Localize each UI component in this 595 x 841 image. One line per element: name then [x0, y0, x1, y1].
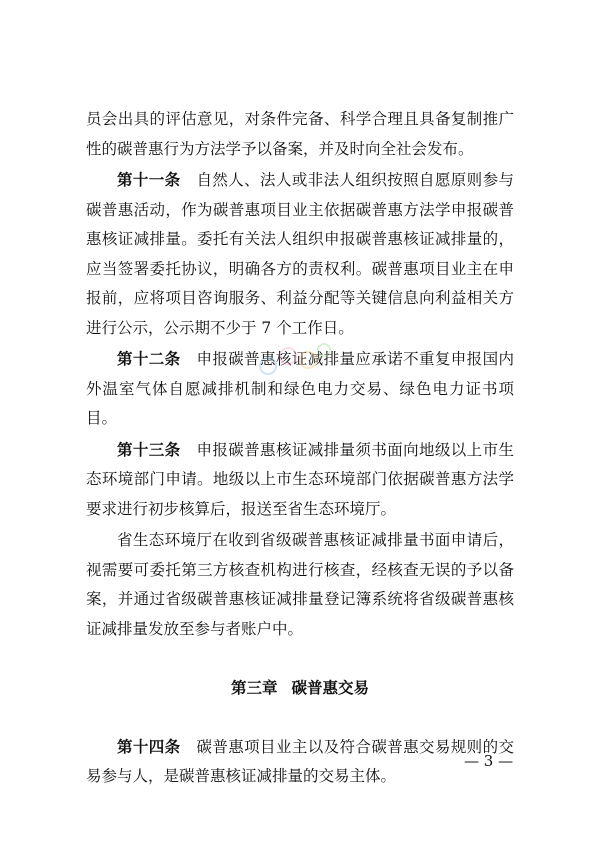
- article-label: 第十一条: [117, 171, 181, 189]
- article-11: [86, 166, 514, 343]
- paragraph-text: 省生态环境厅在收到省级碳普惠核证减排量书面申请后，视需要可委托第三方核查机构进行核查，经核查无误的予以备案，并通过省级碳普惠核证减排量登记簿系统将省级碳普惠核证减排量发放至参与者账户中。: [86, 531, 514, 638]
- page-number: — 3 —: [464, 752, 514, 770]
- paragraph-text: 员会出具的评估意见，对条件完备、科学合理且具备复制推广性的碳普惠行为方法学予以备案，并及时向全社会发布。: [86, 110, 514, 158]
- document-body: [86, 105, 514, 792]
- article-text: 自然人、法人或非法人组织按照自愿原则参与碳普惠活动，作为碳普惠项目业主依据碳普惠方法学申报碳普惠核证减排量。委托有关法人组织申报碳普惠核证减排量的，应当签署委托协议，明确各方的责权利。碳普惠项目业主在申报前，应将项目咨询服务、利益分配等关键信息向利益相关方进行公示，公示期不少于 7 个工作日。: [86, 171, 514, 337]
- article-14: [86, 733, 514, 792]
- paragraph-continuation: [86, 105, 514, 164]
- article-text: 申报碳普惠核证减排量应承诺不重复申报国内外温室气体自愿减排机制和绿色电力交易、绿色电力证书项目。: [86, 350, 514, 427]
- article-label: 第十三条: [117, 440, 181, 459]
- chapter-number: 第三章: [230, 679, 278, 697]
- article-12: [86, 345, 514, 434]
- article-label: 第十四条: [117, 737, 181, 756]
- article-text: 碳普惠项目业主以及符合碳普惠交易规则的交易参与人，是碳普惠核证减排量的交易主体。: [86, 737, 514, 785]
- article-13: [86, 436, 514, 525]
- article-text: 申报碳普惠核证减排量须书面向地级以上市生态环境部门申请。地级以上市生态环境部门依据碳普惠方法学要求进行初步核算后，报送至省生态环境厅。: [86, 440, 514, 518]
- article-label: 第十二条: [117, 350, 181, 368]
- chapter-title: 碳普惠交易: [291, 679, 370, 697]
- chapter-heading: [86, 674, 514, 704]
- paragraph-province-review: [86, 526, 514, 644]
